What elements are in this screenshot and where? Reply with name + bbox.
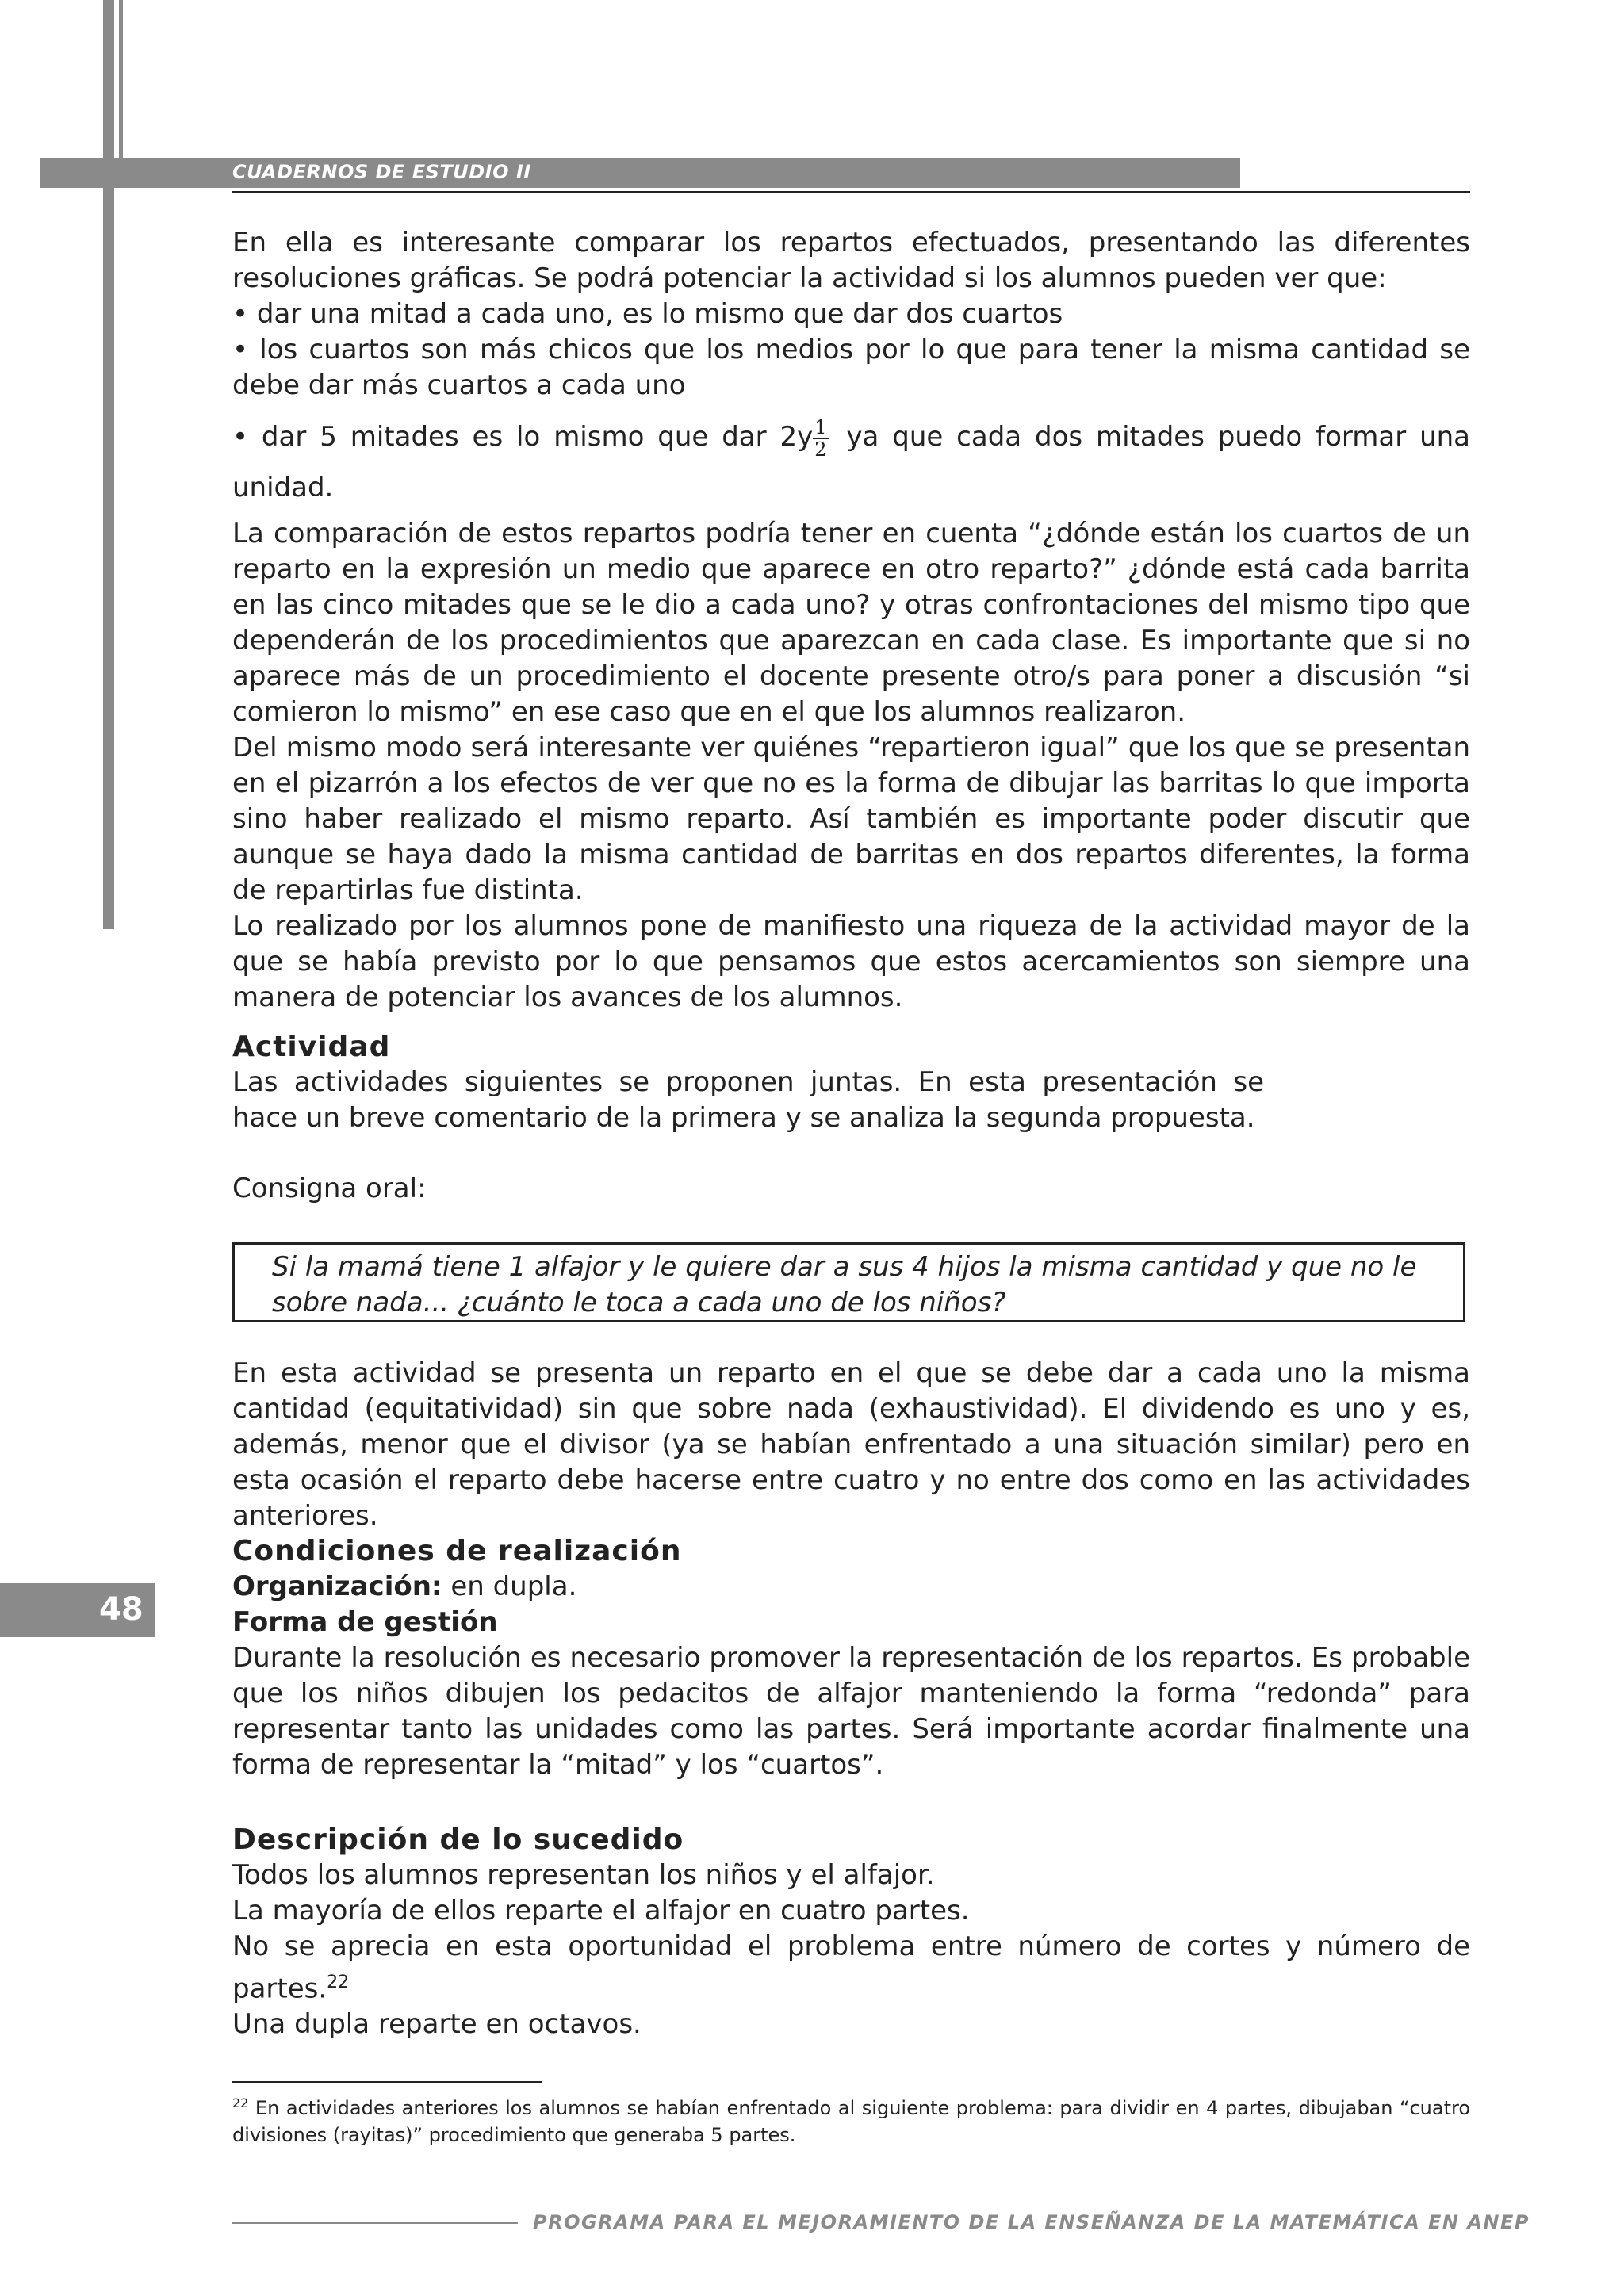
footnote <box>232 2090 1470 2149</box>
fraction-one-half <box>813 417 828 460</box>
descripcion-line-2: La mayoría de ellos reparte el alfajor en cuatro partes. <box>232 1895 970 1927</box>
descripcion-line-3-text: No se aprecia en esta oportunidad el problema entre número de cortes y número de partes. <box>232 1931 1470 2005</box>
forma-gestion-text: Durante la resolución es necesario promover la representación de los repartos. Es probable que los niños dibujen los pedacitos de alfajor manteniendo la forma “redonda” para representar tanto las unidades como las partes. Será importante acordar finalmente una forma de representar la “mitad” y los “cuartos”. <box>232 1642 1470 1781</box>
fraction-denominator: 2 <box>814 438 827 461</box>
intro-paragraph-3: Del mismo modo será interesante ver quiénes “repartieron igual” que los que se presentan en el pizarrón a los efectos de ver que no es la forma de dibujar las barritas lo que importa sino haber realizado el mismo reparto. Así también es importante poder discutir que aunque se haya dado la misma cantidad de barritas en dos repartos diferentes, la forma de repartirlas fue distinta. <box>232 732 1470 906</box>
footnote-rule <box>232 2081 542 2083</box>
left-margin-bar <box>103 0 114 929</box>
actividad-paragraph-2: En esta actividad se presenta un reparto en el que se debe dar a cada uno la misma cantidad (equitatividad) sin que sobre nada (exhaustividad). El dividendo es uno y es, además, menor que el divisor (ya se habían enfrentado a una situación similar) pero en esta ocasión el reparto debe hacerse entre cuatro y no entre dos como en las actividades anteriores. <box>232 1357 1470 1532</box>
header-band <box>40 158 1240 188</box>
organizacion-label: Organización: <box>232 1571 442 1602</box>
descripcion-heading: Descripción de lo sucedido <box>232 1823 684 1856</box>
actividad-paragraph-1: Las actividades siguientes se proponen juntas. En esta presentación se hace un breve comentario de la primera y se analiza la segunda propuesta. <box>232 1066 1264 1134</box>
bullet-item-1: • dar una mitad a cada uno, es lo mismo que dar dos cuartos <box>232 298 1063 330</box>
footnote-number: 22 <box>232 2095 249 2110</box>
footer-program-title: PROGRAMA PARA EL MEJORAMIENTO DE LA ENSEÑANZA DE LA MATEMÁTICA EN ANEP <box>533 2211 1530 2233</box>
condiciones-section <box>232 1533 1470 1783</box>
descripcion-line-3 <box>232 1929 1470 2007</box>
actividad-section <box>232 1029 1470 1207</box>
intro-paragraph-4: Lo realizado por los alumnos pone de manifiesto una riqueza de la actividad mayor de la que se había previsto por lo que pensamos que estos acercamientos son siempre una manera de potenciar los avances de los alumnos. <box>232 910 1470 1013</box>
bullet-item-3 <box>232 411 1470 513</box>
organizacion-value: en dupla. <box>442 1571 577 1602</box>
footnote-reference: 22 <box>327 1973 350 1992</box>
page-number: 48 <box>99 1591 144 1628</box>
consigna-box <box>232 1242 1465 1322</box>
consigna-text: Si la mamá tiene 1 alfajor y le quiere dar a sus 4 hijos la misma cantidad y que no le sobre nada... ¿cuánto le toca a cada uno de los niños? <box>272 1251 1417 1318</box>
actividad-heading: Actividad <box>232 1031 391 1063</box>
intro-paragraph-2: La comparación de estos repartos podría tener en cuenta “¿dónde están los cuartos de un reparto en la expresión un medio que aparece en otro reparto?” ¿dónde está cada barrita en las cinco mitades que se le dio a cada uno? y otras confrontaciones del mismo tipo que dependerán de los procedimientos que aparezcan en cada clase. Es importante que si no aparece más de un procedimiento el docente presente otro/s para poner a discusión “si comieron lo mismo” en ese caso que en el que los alumnos realizaron. <box>232 518 1470 728</box>
descripcion-line-4: Una dupla reparte en octavos. <box>232 2008 642 2041</box>
forma-gestion-label: Forma de gestión <box>232 1606 498 1638</box>
fraction-numerator: 1 <box>814 415 827 438</box>
running-header-title: CUADERNOS DE ESTUDIO II <box>232 161 531 183</box>
footer-rule <box>232 2222 518 2224</box>
intro-paragraph-1: En ella es interesante comparar los repartos efectuados, presentando las diferentes resoluciones gráficas. Se podrá potenciar la actividad si los alumnos pueden ver que: <box>232 227 1470 294</box>
footnote-text: En actividades anteriores los alumnos se habían enfrentado al siguiente problema: para dividir en 4 partes, dibujaban “cuatro divisiones (rayitas)” procedimiento que generaba 5 partes. <box>232 2097 1470 2146</box>
descripcion-line-1: Todos los alumnos representan los niños y el alfajor. <box>232 1859 935 1891</box>
intro-section <box>232 225 1470 1016</box>
left-margin-bar-thin <box>119 0 123 159</box>
actividad-description <box>232 1356 1470 1534</box>
bullet-3-text-after: ya que cada dos mitades puedo formar una unidad. <box>232 421 1471 503</box>
organizacion-line <box>232 1569 1470 1605</box>
descripcion-section <box>232 1822 1470 2042</box>
bullet-3-text-before: • dar 5 mitades es lo mismo que dar 2y <box>232 421 814 453</box>
header-rule <box>232 191 1470 193</box>
condiciones-heading: Condiciones de realización <box>232 1535 682 1567</box>
bullet-item-2: • los cuartos son más chicos que los medios por lo que para tener la misma cantidad se debe dar más cuartos a cada uno <box>232 334 1470 401</box>
consigna-label: Consigna oral: <box>232 1173 427 1204</box>
